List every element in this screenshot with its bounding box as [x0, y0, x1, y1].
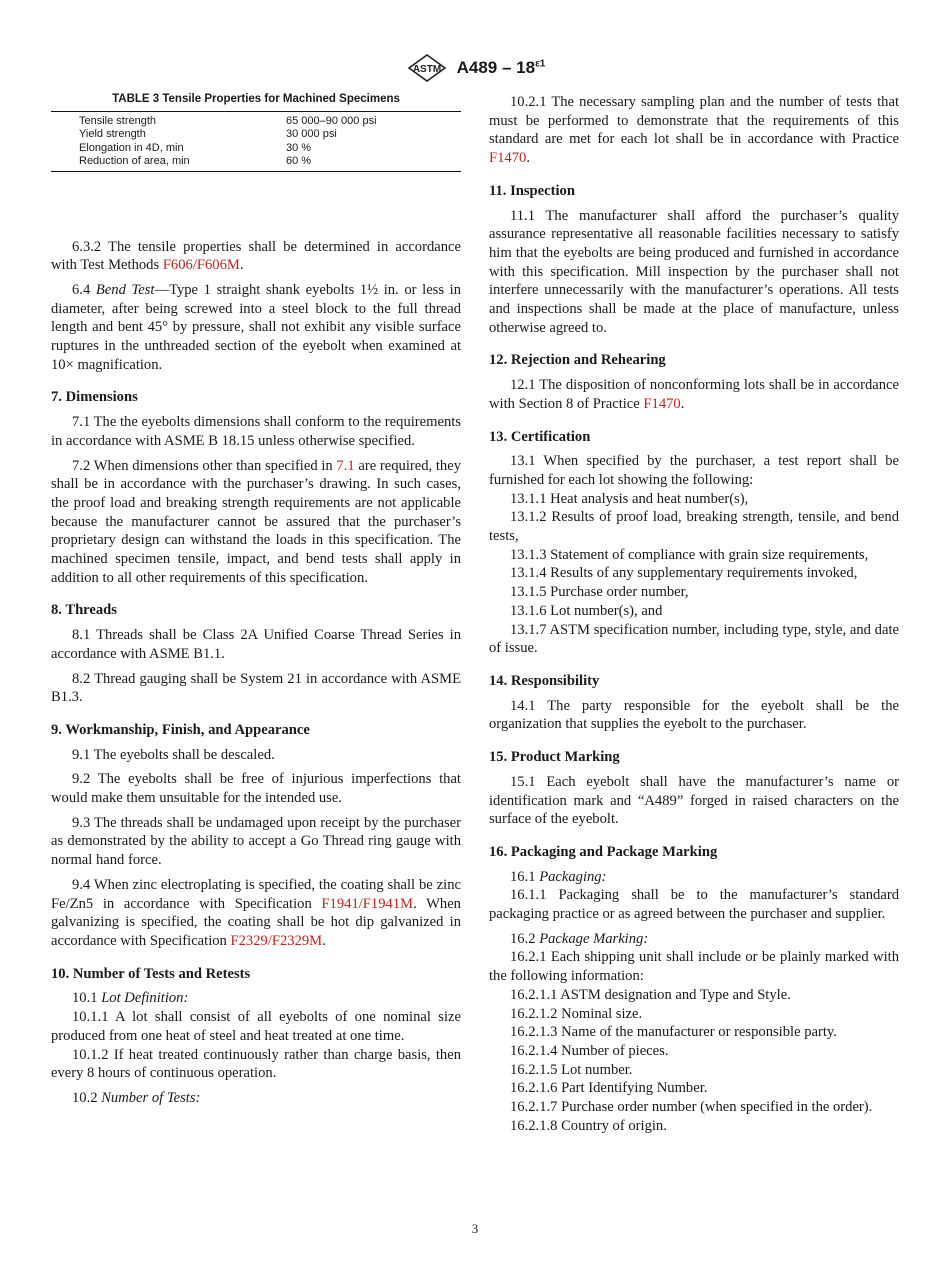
list-item: 16.2.1.3 Name of the manufacturer or responsible party. — [510, 1024, 837, 1041]
property-cell: Elongation in 4D, min — [79, 141, 184, 154]
property-cell: Tensile strength — [79, 114, 157, 127]
para-10-1-2: 10.1.2 If heat treated continuously rather than charge basis, then every 8 hours of continuous operation. — [51, 1046, 461, 1082]
table-3 — [51, 93, 461, 172]
para-10-2-1: 10.2.1 The necessary sampling plan and the number of tests that must be performed to demonstrate that the requirements of this standard are met for each lot shall be in accordance with Practice F1470. — [489, 94, 899, 167]
table-row — [51, 115, 461, 129]
astm-logo-icon — [405, 52, 449, 84]
section-9-heading: 9. Workmanship, Finish, and Appearance — [51, 721, 310, 738]
para-8-1: 8.1 Threads shall be Class 2A Unified Coarse Thread Series in accordance with ASME B1.1. — [51, 627, 461, 662]
table-row — [51, 155, 461, 171]
para-13-1-1: 13.1.1 Heat analysis and heat number(s), — [510, 490, 749, 507]
para-16-2: 16.2 Package Marking: — [510, 930, 649, 947]
para-6-3-2: 6.3.2 The tensile properties shall be determined in accordance with Test Methods F606/F606M. — [51, 238, 461, 274]
page-number: 3 — [471, 1221, 479, 1236]
list-item: 16.2.1.8 Country of origin. — [510, 1117, 667, 1134]
property-cell: Yield strength — [79, 128, 146, 140]
link-f1470[interactable]: F1470 — [489, 150, 527, 167]
para-13-1: 13.1 When specified by the purchaser, a test report shall be furnished for each lot showing the following: — [489, 453, 899, 488]
designation: $A489 - 18^{\varepsilon 1}$ — [456, 58, 546, 77]
para-13-1-4: 13.1.4 Results of any supplementary requirements invoked, — [510, 565, 858, 582]
link-f1470-2[interactable]: F1470 — [643, 395, 681, 412]
para-13-1-3: 13.1.3 Statement of compliance with grain size requirements, — [510, 546, 869, 563]
para-9-1: 9.1 The eyebolts shall be descaled. — [72, 746, 275, 763]
para-13-1-6: 13.1.6 Lot number(s), and — [510, 602, 663, 619]
logo-text: ASTM — [412, 64, 441, 75]
value-cell: 65 000–90 000 psi — [286, 114, 377, 127]
section-12-heading: 12. Rejection and Rehearing — [489, 352, 666, 369]
para-9-2: 9.2 The eyebolts shall be free of injurious imperfections that would make them unsuitable for the intended use. — [51, 771, 461, 807]
value-cell: 30 000 psi — [286, 128, 337, 140]
list-item: 16.2.1.7 Purchase order number (when specified in the order). — [510, 1099, 873, 1116]
para-7-2: 7.2 When dimensions other than specified in 7.1 are required, they shall be in accordance with the purchaser’s drawing. In such cases, the proof load and breaking strength requirements are not applicable because the manufacturer cannot be assured that the purchaser’s proprietary design can withstand the loads in this specification. The machined specimen tensile, impact, and bend tests shall apply in addition to all other requirements of this specification. — [51, 457, 462, 586]
section-11-heading: 11. Inspection — [489, 182, 575, 199]
para-9-4: 9.4 When zinc electroplating is specified, the coating shall be zinc Fe/Zn5 in accordance with Specification F1941/F1941M. When galvanizing is specified, the coating shall be hot dip galvanized in accordance with Specification F2329/F2329M. — [51, 876, 461, 949]
section-14-heading: 14. Responsibility — [489, 672, 600, 689]
list-item: 16.2.1.1 ASTM designation and Type and Style. — [510, 986, 791, 1003]
table-row — [51, 142, 461, 156]
para-12-1: 12.1 The disposition of nonconforming lots shall be in accordance with Section 8 of Practice F1470. — [489, 377, 899, 412]
para-15-1: 15.1 Each eyebolt shall have the manufacturer’s name or identification mark and “A489” forged in raised characters on the surface of the eyebolt. — [489, 773, 899, 828]
section-10-heading: 10. Number of Tests and Retests — [51, 965, 251, 982]
section-13-heading: 13. Certification — [489, 428, 591, 445]
para-6-4: 6.4 Bend Test—Type 1 straight shank eyebolts 1½ in. or less in diameter, after being screwed into a steel block to the full thread length and bent 45° by pressure, shall not exhibit any visible surface ruptures in the unthreaded section of the eyebolt when examined at 10× magnification. — [51, 281, 462, 373]
edition-symbol: ε1 — [535, 58, 546, 70]
para-7-1: 7.1 The the eyebolts dimensions shall conform to the requirements in accordance with ASME B 18.15 unless otherwise specified. — [51, 414, 461, 449]
para-8-2: 8.2 Thread gauging shall be System 21 in accordance with ASME B1.3. — [51, 670, 461, 706]
value-cell: 30 % — [286, 141, 312, 154]
marking-items-list — [489, 986, 899, 1136]
list-item: 16.2.1.2 Nominal size. — [510, 1005, 643, 1022]
link-f2329[interactable]: F2329/F2329M — [230, 933, 323, 949]
property-cell: Reduction of area, min — [51, 155, 286, 171]
para-10-2: 10.2 Number of Tests: — [72, 1089, 201, 1106]
para-13-1-5: 13.1.5 Purchase order number, — [510, 584, 689, 601]
right-column — [489, 93, 899, 1135]
link-f606[interactable]: F606/F606M — [162, 257, 240, 274]
table-caption: TABLE 3 Tensile Properties for Machined Specimens — [112, 93, 400, 105]
para-16-1-1: 16.1.1 Packaging shall be to the manufacturer’s standard packaging practice or as agreed between the purchaser and supplier. — [489, 887, 899, 923]
list-item: 16.2.1.5 Lot number. — [510, 1061, 633, 1078]
para-11-1: 11.1 The manufacturer shall afford the purchaser’s quality assurance representative all reasonable facilities necessary to satisfy him that the eyebolts are being produced and furnished in accordance with this specification. Mill inspection by the purchaser shall not interfere unnecessarily with the manufacturer’s operations. All tests and inspections shall be made at the place of manufacture, unless otherwise agreed to. — [489, 207, 899, 336]
link-7-1[interactable]: 7.1 — [336, 457, 355, 474]
value-cell: 60 % — [286, 155, 461, 171]
table-row — [51, 128, 461, 142]
para-13-1-7: 13.1.7 ASTM specification number, including type, style, and date of issue. — [489, 621, 899, 657]
section-16-heading: 16. Packaging and Package Marking — [489, 843, 718, 860]
page-header — [0, 52, 950, 84]
para-10-1: 10.1 Lot Definition: — [72, 990, 189, 1007]
list-item: 16.2.1.4 Number of pieces. — [510, 1042, 669, 1059]
section-7-heading: 7. Dimensions — [51, 389, 138, 406]
para-10-1-1: 10.1.1 A lot shall consist of all eyebolts of one nominal size produced from one heat of steel and heat treated at one time. — [51, 1009, 461, 1044]
section-8-heading: 8. Threads — [51, 602, 117, 619]
para-16-1: 16.1 Packaging: — [510, 868, 607, 885]
para-13-1-2: 13.1.2 Results of proof load, breaking strength, tensile, and bend tests, — [489, 509, 899, 545]
para-14-1: 14.1 The party responsible for the eyebolt shall be the organization that supplies the eyebolt to the purchaser. — [489, 697, 899, 733]
para-16-2-1: 16.2.1 Each shipping unit shall include or be plainly marked with the following information: — [489, 949, 899, 985]
para-9-3: 9.3 The threads shall be undamaged upon receipt by the purchaser as demonstrated by the ability to accept a Go Thread ring gauge with normal hand force. — [51, 814, 461, 869]
list-item: 16.2.1.6 Part Identifying Number. — [510, 1080, 708, 1097]
left-column — [51, 93, 461, 1108]
link-f1941[interactable]: F1941/F1941M — [321, 895, 414, 912]
section-15-heading: 15. Product Marking — [489, 749, 620, 766]
